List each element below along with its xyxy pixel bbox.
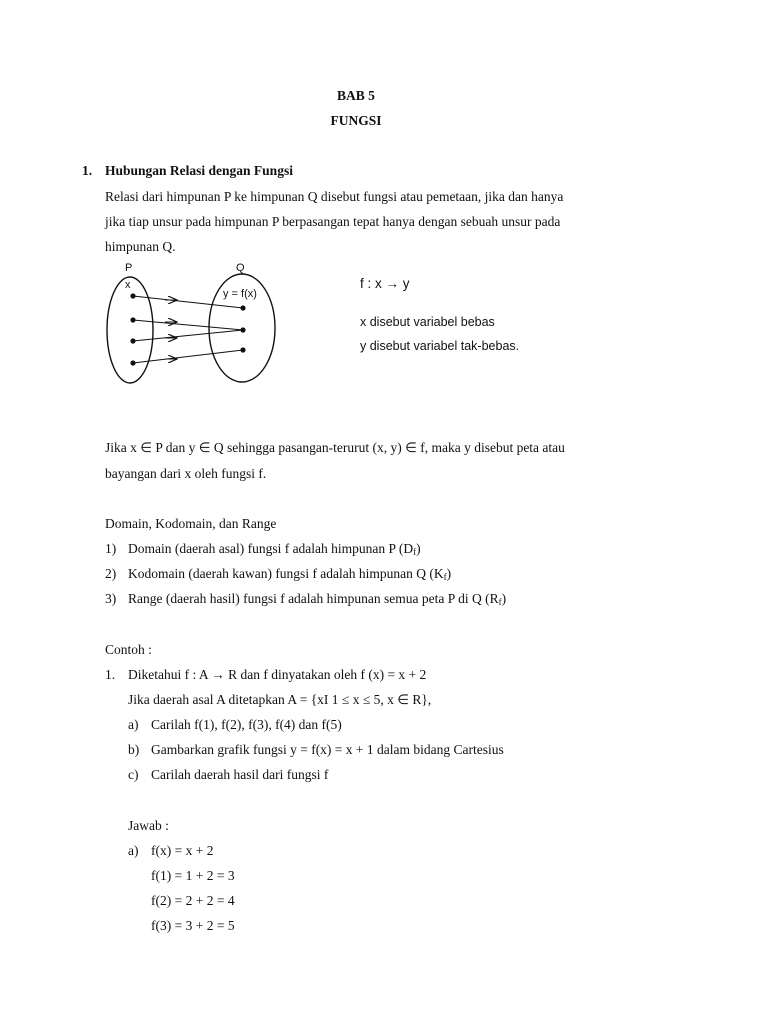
question-number: a) <box>128 717 139 732</box>
example-number: 1. <box>105 667 116 682</box>
mapping-diagram <box>95 256 295 391</box>
chapter-label: BAB 5 <box>337 88 375 103</box>
free-variable-note: x disebut variabel bebas <box>360 315 495 329</box>
answer-line: f(2) = 2 + 2 = 4 <box>151 893 235 908</box>
answer-line: f(3) = 3 + 2 = 5 <box>151 918 235 933</box>
answer-line: f(x) = x + 2 <box>151 843 214 858</box>
section-heading: Hubungan Relasi dengan Fungsi <box>105 163 293 178</box>
mapping-notation: f : x → y <box>360 276 410 291</box>
paragraph-line: Relasi dari himpunan P ke himpunan Q disebut fungsi atau pemetaan, jika dan hanya <box>105 189 564 204</box>
example-label: Contoh : <box>105 642 152 657</box>
list-item-text: Kodomain (daerah kawan) fungsi f adalah himpunan Q (K <box>128 566 444 581</box>
section-number: 1. <box>82 163 93 178</box>
closing-paren: ) <box>446 566 452 581</box>
example-line: Jika daerah asal A ditetapkan A = {xI 1 ≤ x ≤ 5, x ∈ R}, <box>128 692 432 707</box>
list-number: 2) <box>105 566 117 581</box>
answer-number: a) <box>128 843 139 858</box>
page-title: FUNGSI <box>330 113 382 128</box>
y-label: y = f(x) <box>223 288 257 300</box>
dependent-variable-note: y disebut variabel tak-bebas. <box>360 339 520 353</box>
question-text: Gambarkan grafik fungsi y = f(x) = x + 1 dalam bidang Cartesius <box>151 742 504 757</box>
list-number: 1) <box>105 541 117 556</box>
domain-heading: Domain, Kodomain, dan Range <box>105 516 277 531</box>
paragraph-line: himpunan Q. <box>105 239 176 254</box>
answer-label: Jawab : <box>128 818 169 833</box>
question-number: c) <box>128 767 139 782</box>
closing-paren: ) <box>501 591 507 606</box>
list-number: 3) <box>105 591 117 606</box>
list-item <box>128 566 451 582</box>
definition-line: Jika x ∈ P dan y ∈ Q sehingga pasangan-terurut (x, y) ∈ f, maka y disebut peta atau <box>105 440 565 455</box>
x-label: x <box>125 279 131 291</box>
question-text: Carilah f(1), f(2), f(3), f(4) dan f(5) <box>151 717 342 732</box>
subscript: f <box>413 547 417 557</box>
list-item-text: Range (daerah hasil) fungsi f adalah himpunan semua peta P di Q (R <box>128 591 499 606</box>
closing-paren: ) <box>416 541 421 556</box>
example-line: Diketahui f : A → R dan f dinyatakan oleh f (x) = x + 2 <box>128 667 427 682</box>
answer-line: f(1) = 1 + 2 = 3 <box>151 868 235 883</box>
definition-line: bayangan dari x oleh fungsi f. <box>105 466 267 481</box>
set-q-label: Q <box>236 262 245 274</box>
set-p-label: P <box>125 262 133 274</box>
set-p-ellipse <box>107 277 153 383</box>
list-item-text: Domain (daerah asal) fungsi f adalah himpunan P (D <box>128 541 414 556</box>
question-text: Carilah daerah hasil dari fungsi f <box>151 767 329 782</box>
subscript: f <box>498 597 502 607</box>
mapping-line <box>133 320 243 330</box>
list-item <box>128 591 506 607</box>
list-item <box>128 541 421 557</box>
question-number: b) <box>128 742 140 757</box>
subscript: f <box>443 572 447 582</box>
mapping-line <box>133 330 243 341</box>
paragraph-line: jika tiap unsur pada himpunan P berpasangan tepat hanya dengan sebuah unsur pada <box>105 214 561 229</box>
